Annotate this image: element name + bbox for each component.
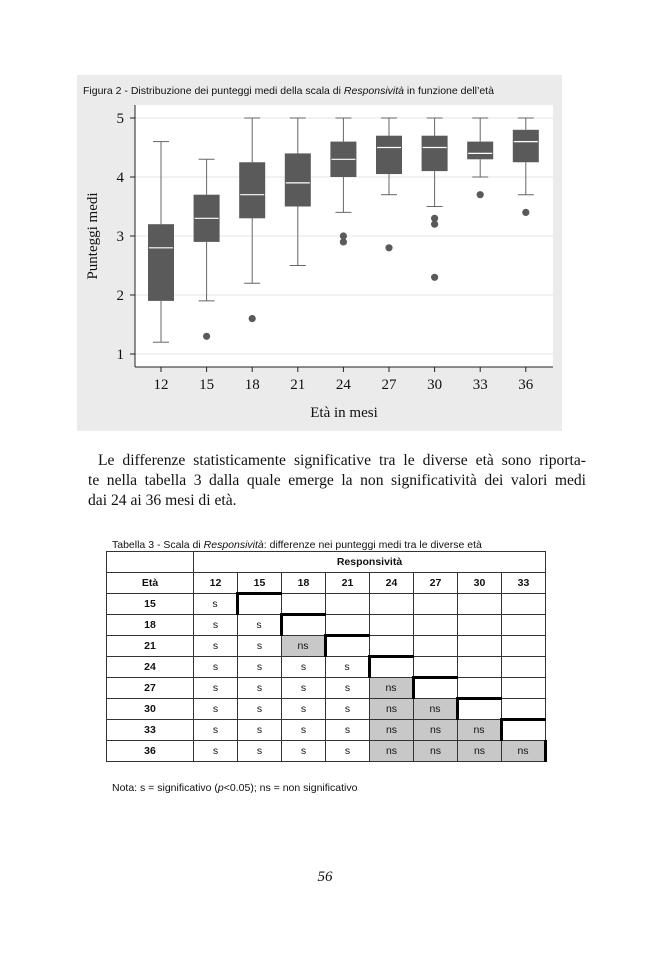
- table-corner-empty: [107, 552, 194, 573]
- table-col-header: 33: [502, 573, 546, 594]
- table-cell-empty: [282, 594, 326, 615]
- table-cell: s: [282, 741, 326, 762]
- x-tick-label: 15: [199, 377, 215, 393]
- table-cell-empty: [502, 594, 546, 615]
- table-cell: s: [238, 678, 282, 699]
- table-cell-empty: [414, 594, 458, 615]
- table-row-label: 30: [107, 699, 194, 720]
- table-caption: [112, 539, 482, 551]
- table-row-label: 15: [107, 594, 194, 615]
- table-cell: ns: [414, 699, 458, 720]
- table-col-header: 12: [194, 573, 238, 594]
- outlier-point: [522, 209, 529, 216]
- table-cell: s: [326, 741, 370, 762]
- table-corner-label: Età: [107, 573, 194, 594]
- table-col-header: 21: [326, 573, 370, 594]
- outlier-point: [203, 333, 210, 340]
- table-cell-empty: [458, 615, 502, 636]
- x-tick-label: 30: [427, 377, 443, 393]
- outlier-point: [431, 221, 438, 228]
- table-col-header: 15: [238, 573, 282, 594]
- table-cell: ns: [370, 699, 414, 720]
- table-cell: s: [194, 636, 238, 657]
- table-cell: s: [282, 678, 326, 699]
- table-cell-empty: [238, 594, 282, 615]
- table-cell-empty: [370, 615, 414, 636]
- table-cell: s: [238, 741, 282, 762]
- box: [376, 136, 402, 174]
- body-paragraph: [88, 451, 586, 511]
- box: [285, 153, 311, 206]
- table-cell: s: [326, 657, 370, 678]
- table-cell: s: [238, 720, 282, 741]
- table-cell-empty: [502, 678, 546, 699]
- table-cell: s: [238, 699, 282, 720]
- table-row: [107, 594, 546, 615]
- table-cell-empty: [502, 720, 546, 741]
- table-col-header: 18: [282, 573, 326, 594]
- table-cell-empty: [370, 594, 414, 615]
- table-header-row: [107, 573, 546, 594]
- table-cell: ns: [458, 720, 502, 741]
- table-cell-empty: [326, 615, 370, 636]
- x-tick-label: 24: [335, 377, 351, 393]
- table-cell: s: [238, 657, 282, 678]
- x-tick-label: 12: [153, 377, 169, 393]
- y-tick-label: 4: [116, 170, 124, 186]
- x-tick-label: 33: [472, 377, 488, 393]
- table-cell: s: [194, 615, 238, 636]
- box: [422, 136, 448, 171]
- table-cell-empty: [414, 636, 458, 657]
- table-row-label: 24: [107, 657, 194, 678]
- box: [148, 224, 174, 301]
- outlier-point: [385, 244, 392, 251]
- table-row-label: 27: [107, 678, 194, 699]
- figure-caption-italic: Responsività: [343, 85, 405, 97]
- table-row: [107, 678, 546, 699]
- table-note: [112, 782, 357, 794]
- box: [239, 162, 265, 218]
- table-cell-empty: [414, 678, 458, 699]
- outlier-point: [340, 238, 347, 245]
- table-cell: ns: [370, 720, 414, 741]
- table-cell-empty: [458, 657, 502, 678]
- table-caption-suffix: : differenze nei punteggi medi tra le diverse età: [263, 539, 482, 551]
- table-col-header: 30: [458, 573, 502, 594]
- table-row: [107, 615, 546, 636]
- box: [467, 142, 493, 160]
- table-cell-empty: [326, 594, 370, 615]
- table-cell: ns: [502, 741, 546, 762]
- table-col-header: 27: [414, 573, 458, 594]
- outlier-point: [249, 315, 256, 322]
- table-row: [107, 720, 546, 741]
- table-cell-empty: [370, 657, 414, 678]
- table-cell-empty: [458, 594, 502, 615]
- figure-caption-prefix: Figura 2 - Distribuzione dei punteggi medi della scala di: [83, 85, 344, 97]
- y-tick-label: 5: [116, 111, 124, 127]
- boxplot-chart: [77, 75, 562, 431]
- x-tick-label: 18: [244, 377, 260, 393]
- table-group-header: Responsività: [194, 552, 546, 573]
- table-row-label: 33: [107, 720, 194, 741]
- table-cell-empty: [326, 636, 370, 657]
- table-note-prefix: Nota: s = significativo (: [112, 782, 218, 794]
- table-cell: s: [194, 678, 238, 699]
- x-axis-title: Età in mesi: [310, 405, 378, 421]
- table-cell: s: [194, 657, 238, 678]
- table-col-header: 24: [370, 573, 414, 594]
- table-row: [107, 636, 546, 657]
- table-row-label: 21: [107, 636, 194, 657]
- y-tick-label: 3: [116, 229, 124, 245]
- table-cell-empty: [458, 636, 502, 657]
- table-cell: s: [238, 636, 282, 657]
- table-cell-empty: [414, 615, 458, 636]
- table-cell: s: [194, 720, 238, 741]
- table-row-label: 36: [107, 741, 194, 762]
- page-number: 56: [317, 869, 333, 885]
- figure-caption-suffix: in funzione dell’età: [404, 85, 494, 97]
- table-row: [107, 741, 546, 762]
- table-cell-empty: [414, 657, 458, 678]
- table-cell: ns: [414, 720, 458, 741]
- table-row: [107, 657, 546, 678]
- table-cell: s: [326, 678, 370, 699]
- paragraph-line-2: te nella tabella 3 dalla quale emerge la non significatività dei valori medi: [88, 472, 586, 489]
- table-cell: s: [282, 699, 326, 720]
- paragraph-line-3: dai 24 ai 36 mesi di età.: [88, 492, 237, 509]
- table-cell-empty: [502, 615, 546, 636]
- table-note-suffix: <0.05); ns = non significativo: [223, 782, 358, 794]
- table-cell: s: [282, 720, 326, 741]
- outlier-point: [431, 274, 438, 281]
- table-cell: s: [282, 657, 326, 678]
- table-cell: s: [238, 615, 282, 636]
- table-cell-empty: [458, 678, 502, 699]
- table-note-italic: p: [217, 782, 224, 794]
- x-tick-label: 36: [518, 377, 534, 393]
- table-cell-empty: [282, 615, 326, 636]
- y-tick-label: 2: [116, 288, 124, 304]
- table-cell: s: [326, 720, 370, 741]
- table-cell: ns: [370, 678, 414, 699]
- table-cell: s: [326, 699, 370, 720]
- box: [513, 130, 539, 162]
- table-cell-empty: [458, 699, 502, 720]
- y-axis-title: Punteggi medi: [85, 192, 101, 280]
- table-cell-empty: [502, 636, 546, 657]
- significance-table: [106, 551, 547, 762]
- y-tick-label: 1: [116, 347, 124, 363]
- table-caption-prefix: Tabella 3 - Scala di: [112, 539, 204, 551]
- table-cell-empty: [370, 636, 414, 657]
- table-cell: s: [194, 699, 238, 720]
- table-row-label: 18: [107, 615, 194, 636]
- table-cell-empty: [502, 699, 546, 720]
- table-cell: ns: [282, 636, 326, 657]
- table-cell: ns: [370, 741, 414, 762]
- table-cell: s: [194, 741, 238, 762]
- table-cell: ns: [414, 741, 458, 762]
- outlier-point: [477, 191, 484, 198]
- table-cell: ns: [458, 741, 502, 762]
- x-tick-label: 21: [290, 377, 306, 393]
- paragraph-line-1: Le differenze statisticamente significative tra le diverse età sono riporta-: [98, 452, 586, 469]
- table-cell-empty: [502, 657, 546, 678]
- table-caption-italic: Responsività: [203, 539, 264, 551]
- table-cell: s: [194, 594, 238, 615]
- x-tick-label: 27: [381, 377, 397, 393]
- table-row: [107, 699, 546, 720]
